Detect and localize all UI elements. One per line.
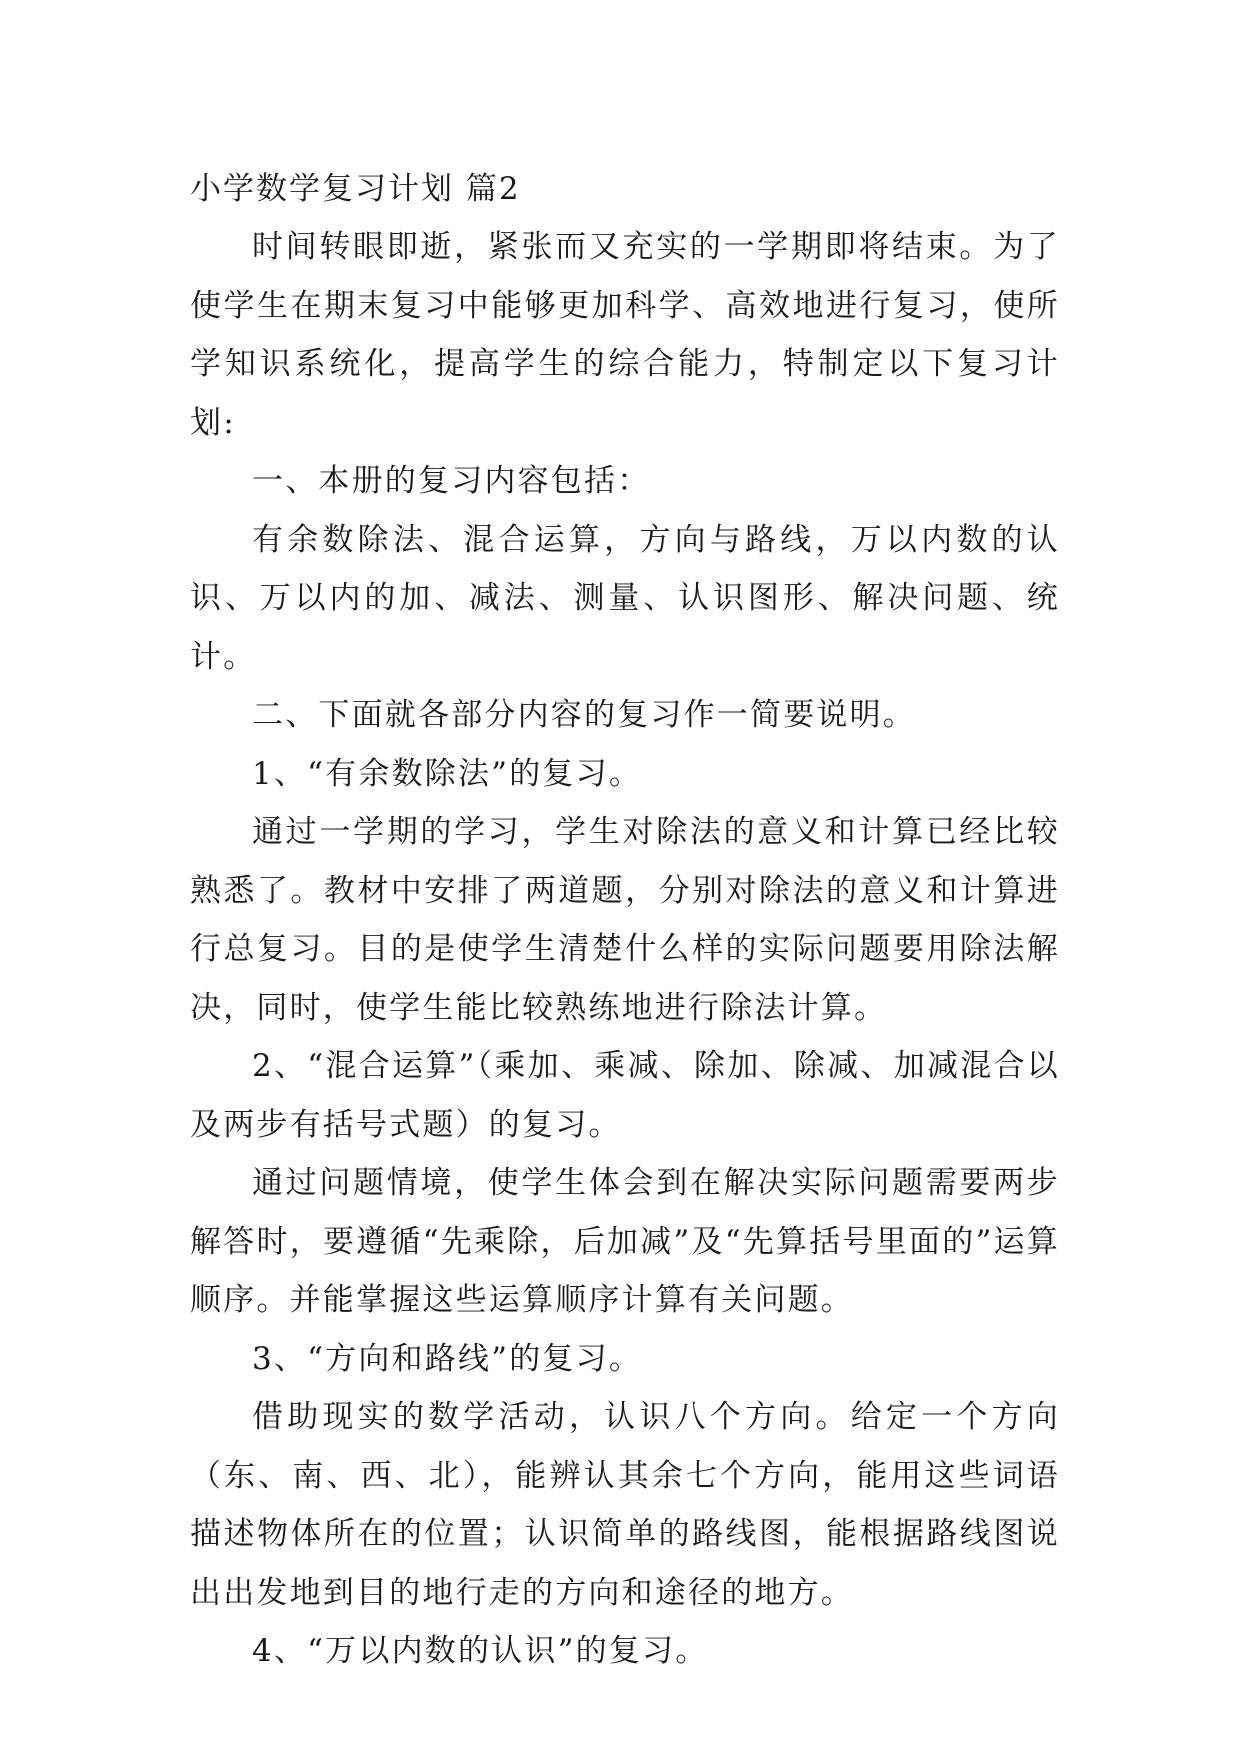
paragraph-item-4-heading: 4、“万以内数的认识”的复习。 (252, 1633, 709, 1669)
paragraph-item-3-body: 借助现实的数学活动，认识八个方向。给定一个方向（东、南、西、北），能辨认其余七个方向，能用这些词语描述物体所在的位置；认识简单的路线图，能根据路线图说出出发地到目的地行走的方向和途径的地方。 (190, 1399, 1060, 1611)
paragraph-item-1-body: 通过一学期的学习，学生对除法的意义和计算已经比较熟悉了。教材中安排了两道题，分别对除法的意义和计算进行总复习。目的是使学生清楚什么样的实际问题要用除法解决，同时，使学生能比较熟练地进行除法计算。 (190, 814, 1060, 1026)
paragraph-item-1-heading: 1、“有余数除法”的复习。 (252, 755, 643, 792)
paragraph-intro: 时间转眼即逝，紧张而又充实的一学期即将结束。为了使学生在期末复习中能够更加科学、高效地进行复习，使所学知识系统化，提高学生的综合能力，特制定以下复习计划: (190, 229, 1060, 441)
document-body (190, 160, 1060, 1681)
paragraph-section-1-heading: 一、本册的复习内容包括： (252, 463, 651, 499)
paragraph-item-3-heading: 3、“方向和路线”的复习。 (252, 1340, 643, 1377)
document-title: 小学数学复习计划 篇2 (190, 171, 521, 207)
paragraph-item-2-body: 通过问题情境，使学生体会到在解决实际问题需要两步解答时，要遵循“先乘除，后加减”及“先算括号里面的”运算顺序。并能掌握这些运算顺序计算有关问题。 (190, 1165, 1060, 1318)
paragraph-section-2-heading: 二、下面就各部分内容的复习作一简要说明。 (252, 697, 916, 733)
paragraph-item-2-heading: 2、“混合运算”（乘加、乘减、除加、除减、加减混合以及两步有括号式题）的复习。 (190, 1048, 1060, 1143)
paragraph-content-list: 有余数除法、混合运算，方向与路线，万以内数的认识、万以内的加、减法、测量、认识图形、解决问题、统计。 (190, 521, 1060, 675)
